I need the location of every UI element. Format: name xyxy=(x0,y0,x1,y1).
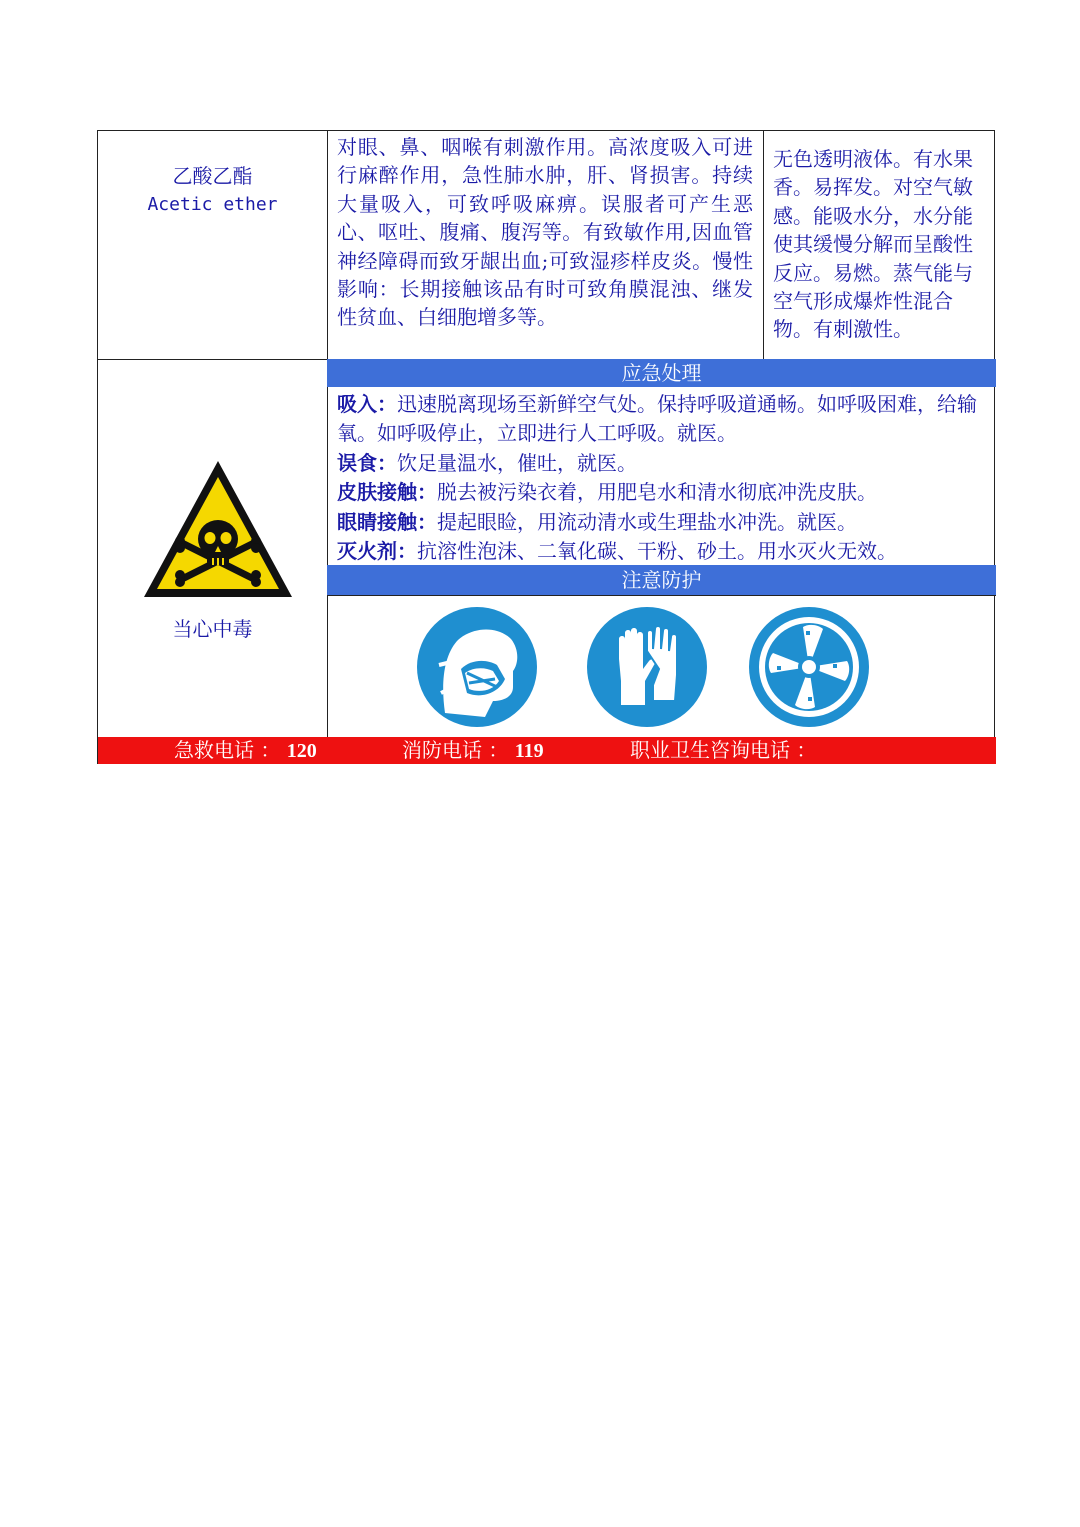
emergency-item-text: 饮足量温水，催吐，就医。 xyxy=(397,450,637,475)
emergency-item xyxy=(337,390,986,449)
chemical-name-en: Acetic ether xyxy=(147,194,278,215)
warning-sign-caption: 当心中毒 xyxy=(172,617,253,641)
emergency-item xyxy=(337,449,986,478)
protection-header: 注意防护 xyxy=(327,565,996,595)
chemical-name-cell xyxy=(98,131,327,359)
emergency-item-text: 抗溶性泡沫、二氧化碳、干粉、砂土。用水灭火无效。 xyxy=(417,539,897,564)
emergency-item xyxy=(337,508,986,537)
occupational-health-phone: 职业卫生咨询电话 ： xyxy=(630,738,817,762)
emergency-instructions xyxy=(327,387,996,565)
emergency-item-text: 脱去被污染衣着，用肥皂水和清水彻底冲洗皮肤。 xyxy=(437,480,877,505)
emergency-header: 应急处理 xyxy=(327,359,996,387)
warning-sign-cell xyxy=(98,359,327,737)
emergency-item xyxy=(337,537,986,566)
protection-icons xyxy=(327,595,996,737)
first-aid-number: 120 xyxy=(286,740,317,762)
emergency-item-label: 吸入： xyxy=(337,392,397,416)
emergency-item-text: 迅速脱离现场至新鲜空气处。保持呼吸道通畅。如呼吸困难，给输氧。如呼吸停止，立即进行人工呼吸。就医。 xyxy=(337,392,977,446)
emergency-item xyxy=(337,478,986,507)
emergency-item-label: 误食： xyxy=(337,450,397,475)
fire-number: 119 xyxy=(514,740,544,762)
ventilation-fan-icon xyxy=(747,605,871,729)
protective-gloves-icon xyxy=(585,605,709,729)
fire-label: 消防电话 ： xyxy=(402,738,509,762)
emergency-phone-bar xyxy=(98,737,996,764)
physical-property-text: 无色透明液体。有水果香。易挥发。对空气敏感。能吸水分，水分能使其缓慢分解而呈酸性反应。易燃。蒸气能与空气形成爆炸性混合物。有刺激性。 xyxy=(773,147,973,342)
first-aid-phone xyxy=(174,737,317,765)
first-aid-label: 急救电话 ： xyxy=(174,738,281,762)
fire-phone xyxy=(402,737,544,765)
chemical-safety-card xyxy=(97,130,995,764)
health-hazard-text: 对眼、鼻、咽喉有刺激作用。高浓度吸入可进行麻醉作用，急性肺水肿，肝、肾损害。持续大量吸入，可致呼吸麻痹。误服者可产生恶心、呕吐、腹痛、腹泻等。有致敏作用,因血管神经障碍而致牙龈出血;可致湿疹样皮炎。慢性影响：长期接触该品有时可致角膜混浊、继发性贫血、白细胞增多等。 xyxy=(337,135,753,330)
respirator-mask-icon xyxy=(415,605,539,729)
emergency-item-label: 眼睛接触： xyxy=(337,509,437,534)
poison-warning-icon xyxy=(138,455,298,605)
emergency-item-text: 提起眼睑，用流动清水或生理盐水冲洗。就医。 xyxy=(437,509,857,534)
chemical-name-cn: 乙酸乙酯 xyxy=(172,164,253,188)
emergency-item-label: 皮肤接触： xyxy=(337,480,437,505)
emergency-item-label: 灭火剂： xyxy=(337,539,417,564)
